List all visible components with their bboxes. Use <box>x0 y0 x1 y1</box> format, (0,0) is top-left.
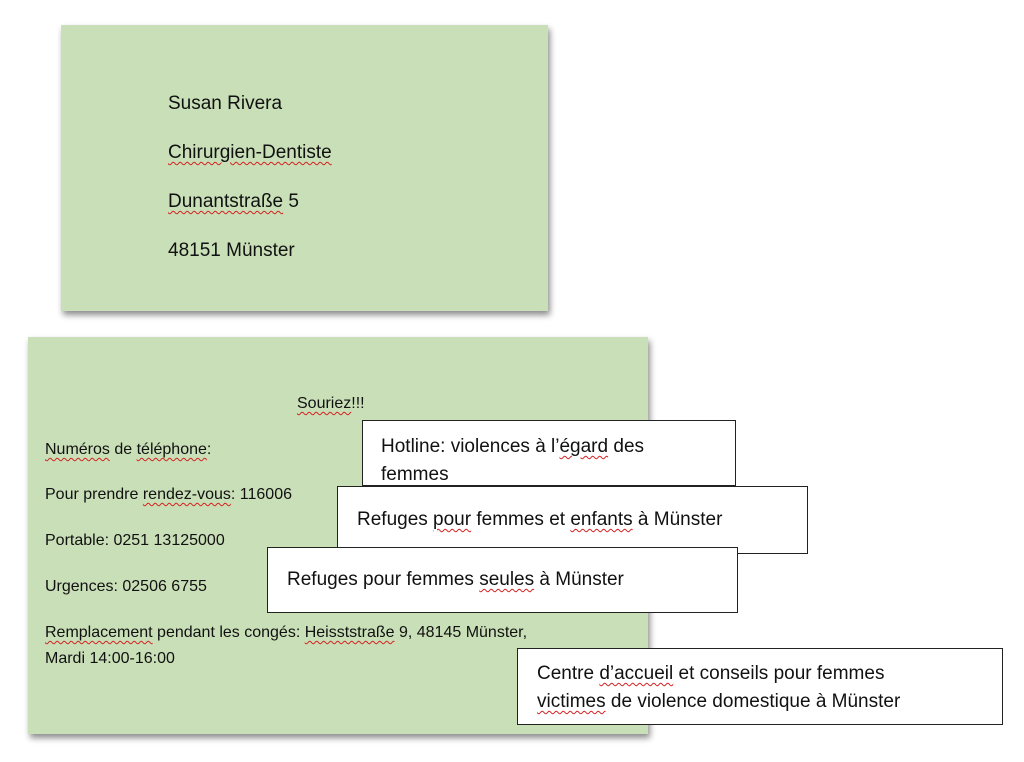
dentist-name: Susan Rivera <box>168 93 283 114</box>
city-postal: 48151 Münster <box>168 240 295 261</box>
replacement-hours: Mardi 14:00-16:00 <box>45 650 175 667</box>
refuges-families-callout: Refuges pour femmes et enfants à Münster <box>337 486 808 554</box>
refuges-women-callout: Refuges pour femmes seules à Münster <box>267 547 738 613</box>
hotline-callout: Hotline: violences à l’égard des femmes <box>362 420 736 486</box>
street-address: Dunantstraße 5 <box>168 191 299 212</box>
appointment-phone: Pour prendre rendez-vous: 116006 <box>45 486 292 503</box>
replacement-address: Remplacement pendant les congés: Heisststraße 9, 48145 Münster, <box>45 624 528 641</box>
emergency-phone: Urgences: 02506 6755 <box>45 578 207 595</box>
centre-callout: Centre d’accueil et conseils pour femmes victimes de violence domestique à Münster <box>517 648 1003 725</box>
back-heading: Souriez!!! <box>297 395 365 412</box>
phones-label: Numéros de téléphone: <box>45 441 212 458</box>
business-card-front <box>61 25 548 311</box>
dentist-profession: Chirurgien-Dentiste <box>168 142 332 163</box>
mobile-phone: Portable: 0251 13125000 <box>45 532 225 549</box>
